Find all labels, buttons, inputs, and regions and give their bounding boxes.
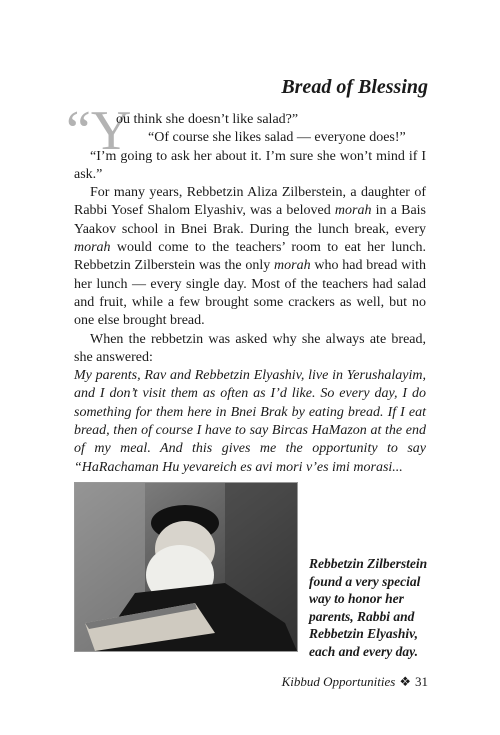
ornament-icon: ❖ [399, 674, 411, 689]
photo-illustration [75, 483, 297, 651]
opening-line-text: ou think she doesn’t like salad?” [116, 112, 299, 127]
paragraph-3: When the rebbetzin was asked why she always ate bread, she answered: [74, 331, 426, 365]
paragraph-2: For many years, Rebbetzin Aliza Zilberstein, a daughter of Rabbi Yosef Shalom Elyashiv, was a beloved morah in a Bais Yaakov school in Bnei Brak. During the lunch break, every morah would come to the teachers’ room to eat her lunch. Rebbetzin Zilberstein was the only morah who had bread with her lunch — every single day. Most of the teachers had salad and fruit, while a few brought some crackers as well, but no one else brought bread. [74, 185, 427, 329]
page-number: 31 [415, 674, 428, 689]
drop-cap-letter: Y [90, 100, 132, 162]
body-text [66, 100, 427, 477]
page-footer [282, 674, 428, 690]
drop-cap-quote: “ [66, 100, 91, 162]
photo-rabbi-reading [74, 482, 298, 652]
running-footer-section: Kibbud Opportunities [281, 674, 396, 689]
block-quote: My parents, Rav and Rebbetzin Elyashiv, live in Yerushalayim, and I don’t visit them as often as I’d like. So every day, I do something for them here in Bnei Brak by eating bread. If I eat bread, then of course I have to say Bircas HaMazon at the end of my meal. And this gives me the opportunity to say “HaRachaman Hu yevareich es avi mori v’es imi morasi... [74, 368, 426, 475]
dialogue-line: “Of course she likes salad — everyone does!” [148, 130, 406, 146]
paragraph-1: “I’m going to ask her about it. I’m sure she won’t mind if I ask.” [74, 148, 426, 182]
chapter-title: Bread of Blessing [281, 76, 428, 98]
photo-caption: Rebbetzin Zilberstein found a very special way to honor her parents, Rabbi and Rebbetzin Elyashiv, each and every day. [309, 556, 428, 659]
